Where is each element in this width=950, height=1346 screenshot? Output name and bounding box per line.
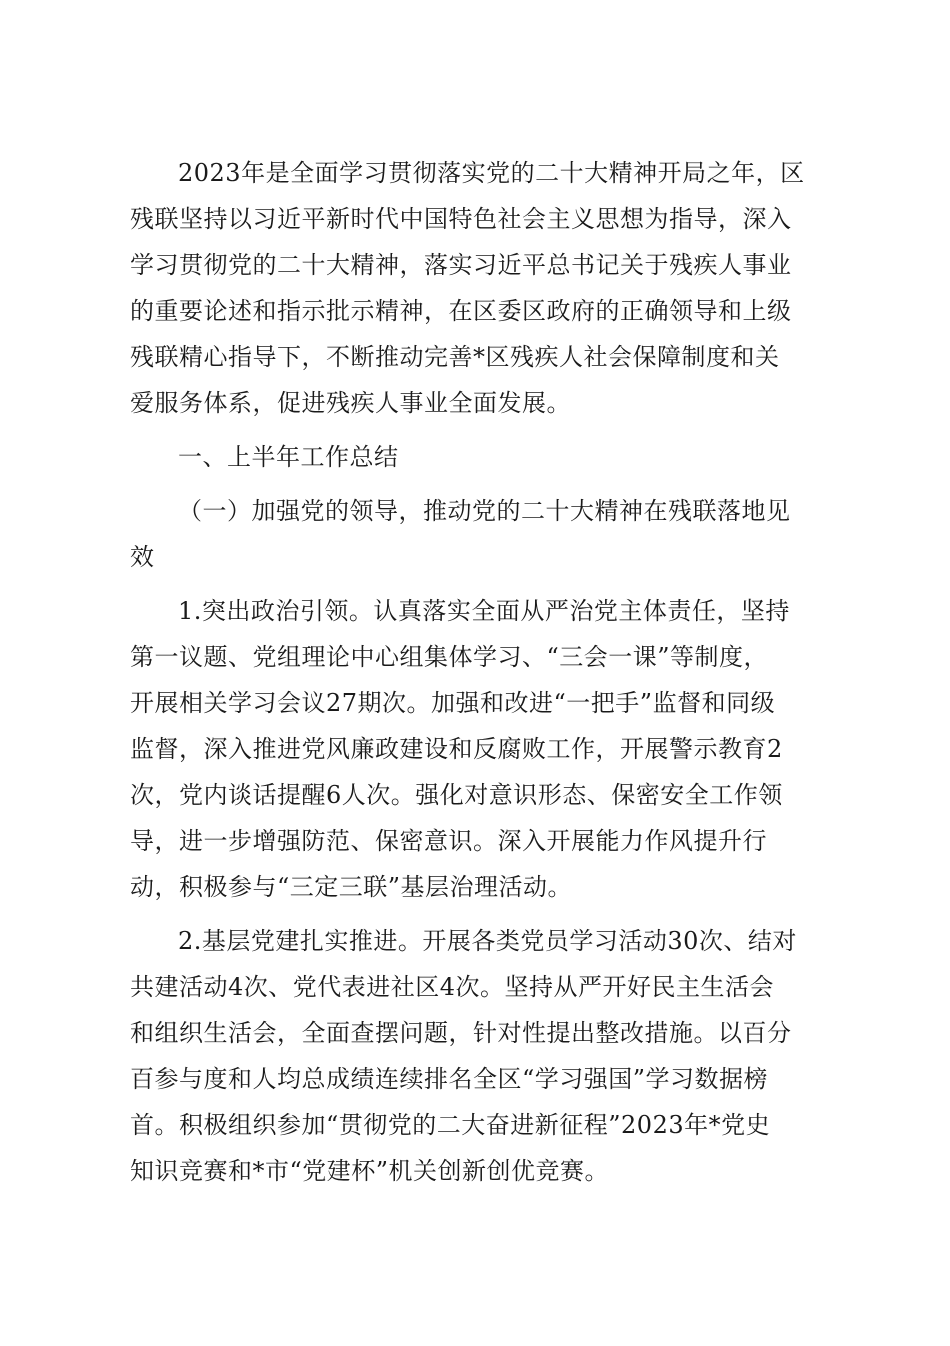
paragraph-line: 知识竞赛和*市“党建杯”机关创新创优竞赛。: [130, 1157, 610, 1185]
section-heading: 一、上半年工作总结: [178, 443, 399, 471]
paragraph-line: 学习贯彻党的二十大精神，落实习近平总书记关于残疾人事业: [130, 251, 792, 279]
paragraph-line: 和组织生活会，全面查摆问题，针对性提出整改措施。以百分: [130, 1019, 792, 1047]
paragraph-line: 2.基层党建扎实推进。开展各类党员学习活动30次、结对: [178, 927, 797, 955]
paragraph-line: 的重要论述和指示批示精神，在区委区政府的正确领导和上级: [130, 297, 792, 325]
paragraph-line: 第一议题、党组理论中心组集体学习、“三会一课”等制度，: [130, 643, 769, 671]
paragraph-line: 动，积极参与“三定三联”基层治理活动。: [130, 873, 573, 901]
paragraph-line: 开展相关学习会议27期次。加强和改进“一把手”监督和同级: [130, 689, 776, 717]
paragraph-line: 监督，深入推进党风廉政建设和反腐败工作，开展警示教育2: [130, 735, 783, 763]
paragraph-line: 爱服务体系，促进残疾人事业全面发展。: [130, 389, 571, 417]
paragraph-line: 首。积极组织参加“贯彻党的二大奋进新征程”2023年*党史: [130, 1111, 771, 1139]
document-body: [130, 150, 830, 1194]
paragraph-line: 次，党内谈话提醒6人次。强化对意识形态、保密安全工作领: [130, 781, 783, 809]
paragraph-line: 导，进一步增强防范、保密意识。深入开展能力作风提升行: [130, 827, 767, 855]
paragraph-line: 百参与度和人均总成绩连续排名全区“学习强国”学习数据榜: [130, 1065, 769, 1093]
paragraph-line: 残联精心指导下，不断推动完善*区残疾人社会保障制度和关: [130, 343, 780, 371]
subsection-heading: （一）加强党的领导，推动党的二十大精神在残联落地见: [178, 497, 791, 525]
paragraph-line: 1.突出政治引领。认真落实全面从严治党主体责任，坚持: [178, 597, 790, 625]
paragraph-line: 残联坚持以习近平新时代中国特色社会主义思想为指导，深入: [130, 205, 792, 233]
paragraph-line: 共建活动4次、党代表进社区4次。坚持从严开好民主生活会: [130, 973, 775, 1001]
paragraph-line: 2023年是全面学习贯彻落实党的二十大精神开局之年，区: [178, 159, 805, 187]
subsection-heading-continued: 效: [130, 543, 155, 571]
